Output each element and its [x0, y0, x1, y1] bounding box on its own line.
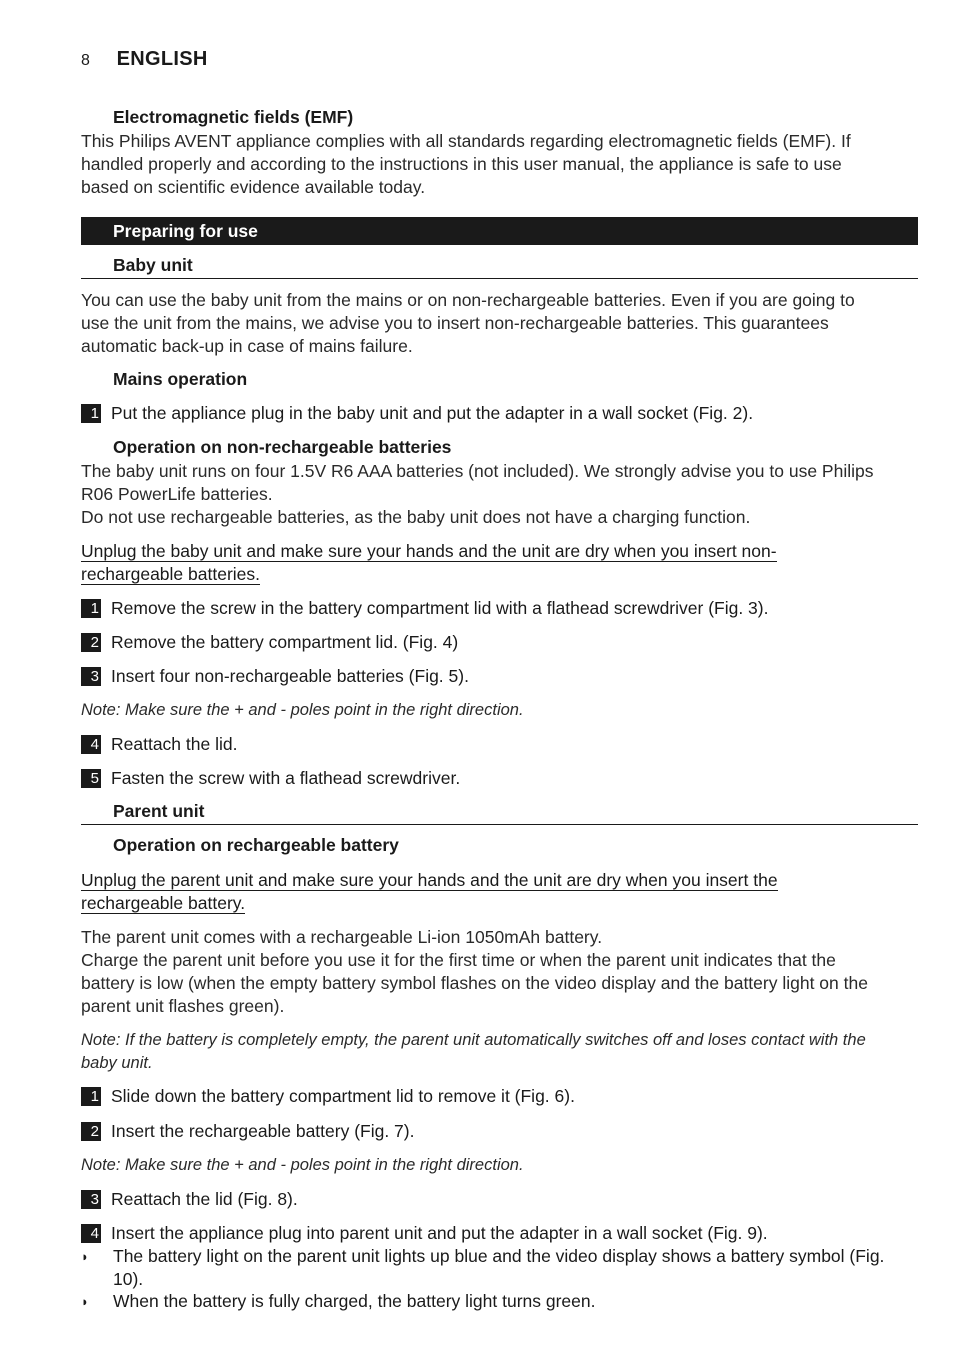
batteries-heading: Operation on non-rechargeable batteries	[113, 437, 452, 457]
step-text: Reattach the lid (Fig. 8).	[111, 1189, 298, 1209]
step-number: 1	[81, 404, 101, 423]
page-header	[81, 48, 208, 71]
step-text: Reattach the lid.	[111, 734, 238, 754]
emf-body: This Philips AVENT appliance complies with all standards regarding electromagnetic fields (EMF). If handled properly and according to the instructions in this user manual, the appliance is safe to use based on scientific evidence available today.	[81, 131, 851, 197]
baby-step-4	[81, 733, 886, 756]
section-bar-preparing: Preparing for use	[81, 217, 918, 245]
parent-step-1	[81, 1085, 886, 1108]
baby-step-3	[81, 665, 886, 688]
emf-heading: Electromagnetic fields (EMF)	[113, 107, 354, 127]
step-text: Remove the battery compartment lid. (Fig. 4)	[111, 632, 459, 652]
step-number: 4	[81, 1224, 101, 1243]
step-number: 2	[81, 633, 101, 652]
step-text: Insert four non-rechargeable batteries (Fig. 5).	[111, 666, 469, 686]
step-number: 4	[81, 735, 101, 754]
baby-unit-heading: Baby unit	[81, 254, 918, 279]
parent-text-1: The parent unit comes with a rechargeable Li-ion 1050mAh battery.	[81, 927, 603, 947]
step-number: 3	[81, 1190, 101, 1209]
step-number: 5	[81, 769, 101, 788]
parent-unit-heading: Parent unit	[81, 800, 918, 825]
baby-step-2	[81, 631, 886, 654]
bullet-item	[81, 1245, 886, 1291]
bullet-text: When the battery is fully charged, the battery light turns green.	[113, 1291, 596, 1311]
parent-text-2: Charge the parent unit before you use it for the first time or when the parent unit indicates that the battery is low (when the empty battery symbol flashes on the video display and the battery light on the parent unit flashes green).	[81, 950, 868, 1016]
bullet-item	[81, 1290, 886, 1313]
bullet-icon: ◗	[81, 1249, 89, 1264]
language-label: ENGLISH	[116, 48, 208, 70]
parent-step-4	[81, 1222, 886, 1245]
page-number: 8	[81, 52, 90, 69]
step-number: 1	[81, 1087, 101, 1106]
baby-step-1	[81, 597, 886, 620]
step-text: Put the appliance plug in the baby unit and put the adapter in a wall socket (Fig. 2).	[111, 403, 754, 423]
step-number: 1	[81, 599, 101, 618]
batteries-text: The baby unit runs on four 1.5V R6 AAA batteries (not included). We strongly advise you to use Philips R06 PowerLife batteries.	[81, 461, 874, 504]
step-text: Slide down the battery compartment lid to remove it (Fig. 6).	[111, 1086, 575, 1106]
baby-note: Note: Make sure the + and - poles point in the right direction.	[81, 701, 524, 719]
warning-text: Unplug the parent unit and make sure your hands and the unit are dry when you insert the rechargeable battery.	[81, 870, 778, 913]
step-text: Remove the screw in the battery compartment lid with a flathead screwdriver (Fig. 3).	[111, 598, 769, 618]
bullet-icon: ◗	[81, 1294, 89, 1309]
step-number: 3	[81, 667, 101, 686]
step-text: Fasten the screw with a flathead screwdriver.	[111, 768, 461, 788]
parent-step-2	[81, 1120, 886, 1143]
bullet-text: The battery light on the parent unit lights up blue and the video display shows a battery symbol (Fig. 10).	[113, 1246, 885, 1289]
warning-text: Unplug the baby unit and make sure your hands and the unit are dry when you insert non-rechargeable batteries.	[81, 541, 777, 584]
baby-step-5	[81, 767, 886, 790]
mains-heading: Mains operation	[113, 369, 248, 389]
step-text: Insert the appliance plug into parent unit and put the adapter in a wall socket (Fig. 9).	[111, 1223, 768, 1243]
parent-unit-warning	[81, 869, 851, 915]
batteries-warning-text: Do not use rechargeable batteries, as the baby unit does not have a charging function.	[81, 507, 751, 527]
step-number: 2	[81, 1122, 101, 1141]
mains-step	[81, 402, 886, 425]
parent-note-1: Note: If the battery is completely empty, the parent unit automatically switches off and loses contact with the baby unit.	[81, 1031, 866, 1072]
step-text: Insert the rechargeable battery (Fig. 7).	[111, 1121, 415, 1141]
baby-unit-intro: You can use the baby unit from the mains or on non-rechargeable batteries. Even if you are going to use the unit from the mains, we advise you to insert non-rechargeable batteries. This guarantees automatic back-up in case of mains failure.	[81, 290, 855, 356]
baby-unit-warning	[81, 540, 841, 586]
parent-step-3	[81, 1188, 886, 1211]
parent-note-2: Note: Make sure the + and - poles point in the right direction.	[81, 1156, 524, 1174]
rechargeable-heading: Operation on rechargeable battery	[113, 835, 399, 855]
